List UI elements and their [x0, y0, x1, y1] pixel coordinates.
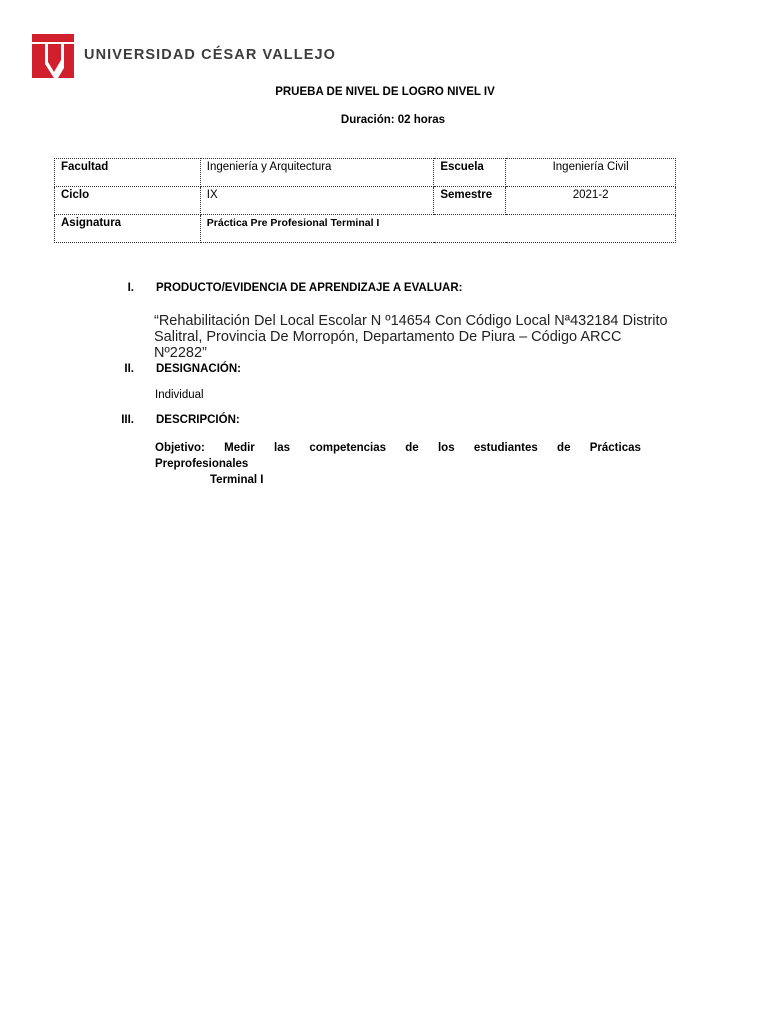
section-number-2: II. [124, 363, 134, 375]
section-title-description: DESCRIPCIÓN: [156, 414, 240, 426]
course-info-table [54, 158, 676, 243]
objective-text [155, 440, 641, 488]
subject-label: Asignatura [55, 215, 201, 243]
table-row [55, 215, 676, 243]
cycle-value: IX [200, 187, 434, 215]
product-description: “Rehabilitación Del Local Escolar N º14654 Con Código Local Nª432184 Distrito Salitral, Provincia De Morropón, Departamento De Piura – Código ARCC Nº2282” [154, 313, 668, 361]
section-title-product: PRODUCTO/EVIDENCIA DE APRENDIZAJE A EVALUAR: [156, 282, 463, 294]
objective-line-3: Terminal I [210, 474, 264, 486]
cycle-label: Ciclo [55, 187, 201, 215]
semester-label: Semestre [434, 187, 506, 215]
school-value: Ingeniería Civil [506, 159, 676, 187]
document-duration: Duración: 02 horas [340, 114, 446, 126]
school-label: Escuela [434, 159, 506, 187]
faculty-value: Ingeniería y Arquitectura [200, 159, 434, 187]
section-number-3: III. [121, 414, 134, 426]
university-name: UNIVERSIDAD CÉSAR VALLEJO [84, 46, 337, 63]
semester-value: 2021-2 [506, 187, 676, 215]
university-logo [30, 32, 336, 80]
ucv-shield-icon [30, 32, 76, 80]
designation-value: Individual [155, 389, 204, 401]
section-number-1: I. [127, 282, 134, 294]
table-row [55, 187, 676, 215]
section-title-designation: DESIGNACIÓN: [156, 363, 241, 375]
faculty-label: Facultad [55, 159, 201, 187]
objective-line-2: Preprofesionales [155, 458, 249, 470]
document-title: PRUEBA DE NIVEL DE LOGRO NIVEL IV [275, 86, 495, 98]
subject-value: Práctica Pre Profesional Terminal I [200, 215, 675, 243]
objective-line-1: Objetivo: Medir las competencias de los estudiantes de Prácticas [155, 442, 641, 454]
table-row [55, 159, 676, 187]
